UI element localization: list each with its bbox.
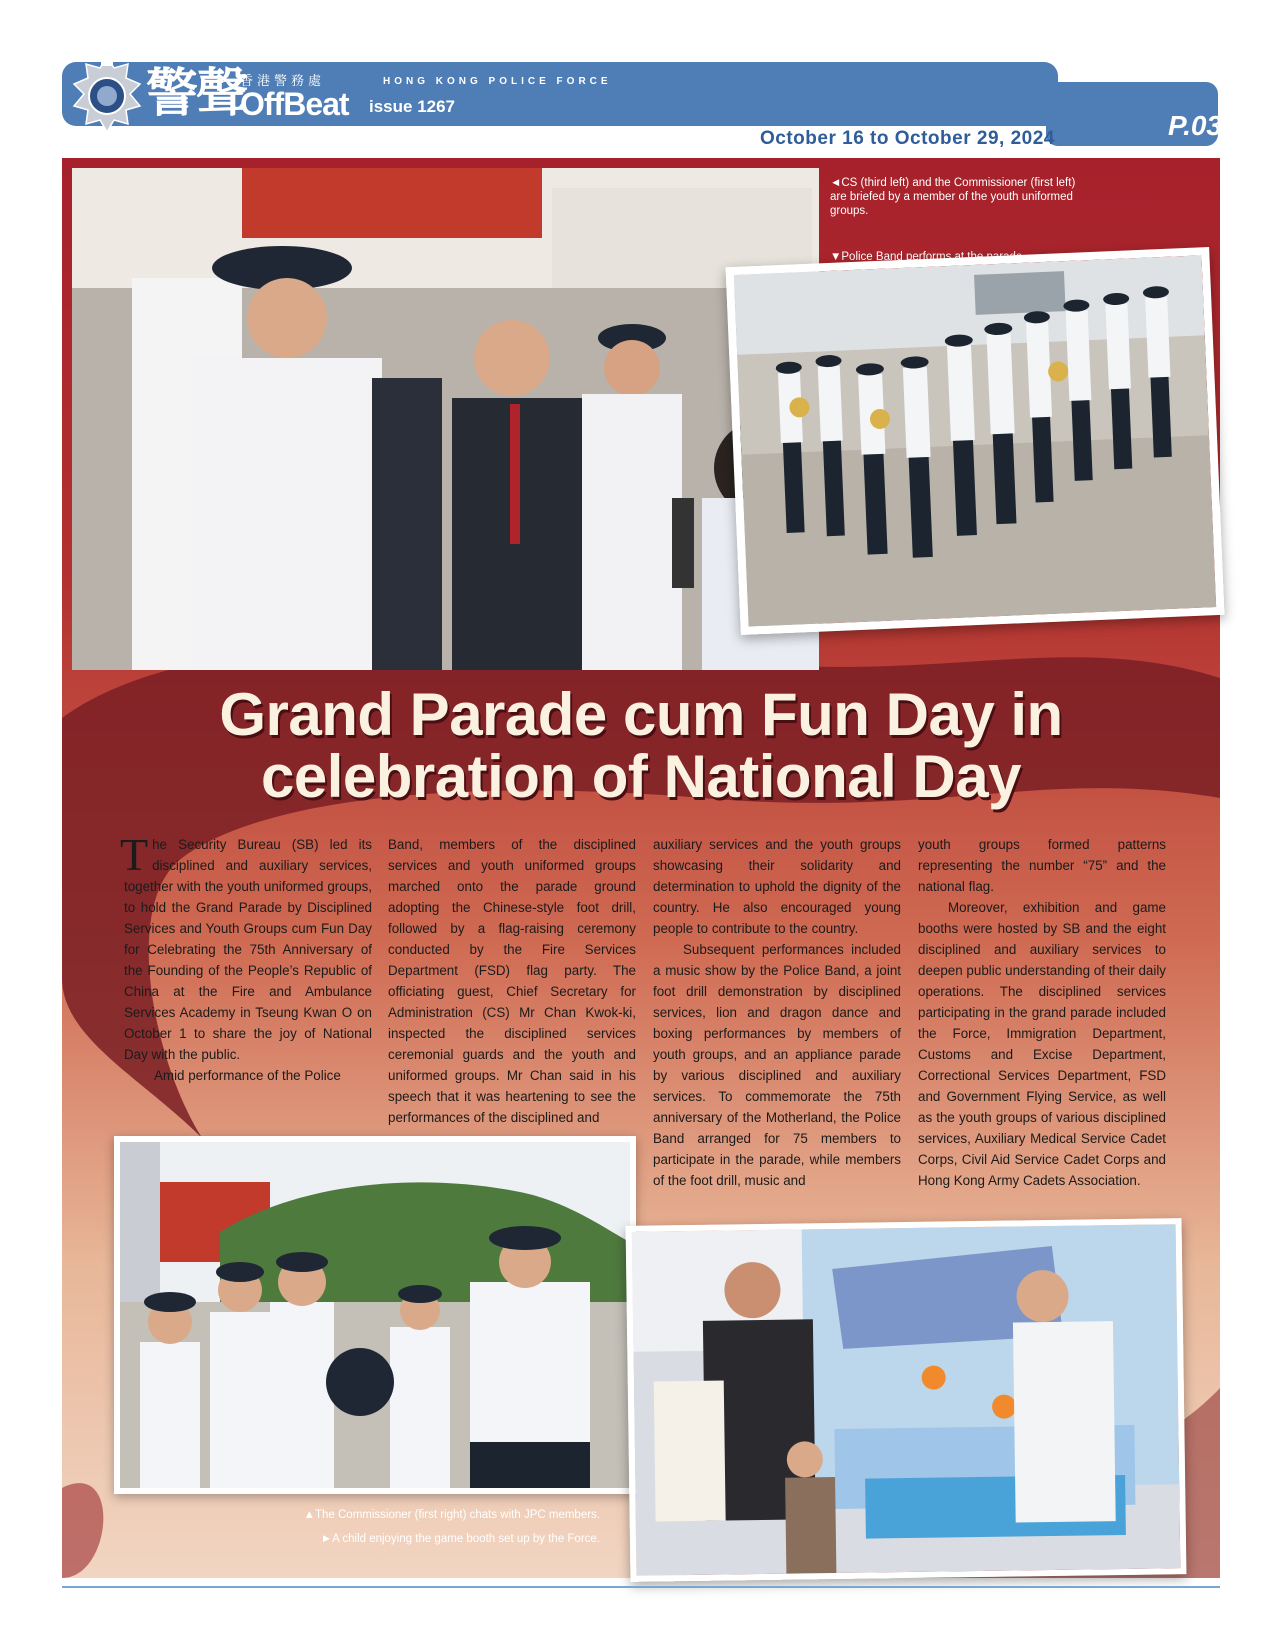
paragraph-text: he Security Bureau (SB) led its disciplined and auxiliary services, together with the youth uniformed groups, to hold the Grand Parade by Disciplined Services and Youth Groups cum Fun Day for Celebrating the 75th Anniversary of the Founding of the People’s Republic of China at the Fire and Ambulance Services Academy in Tseung Kwan O on October 1 to share the joy of National Day with the public. xyxy=(124,837,372,1062)
article-column-2 xyxy=(388,834,636,1128)
headline-line-2: celebration of National Day xyxy=(261,743,1021,810)
article-headline xyxy=(62,681,1220,810)
paragraph: Amid performance of the Police xyxy=(154,1068,341,1083)
paragraph: Subsequent performances included a music show by the Police Band, a joint foot drill demonstration by disciplined services, lion and dragon dance and boxing performances by members of youth groups, and an appliance parade by various disciplined and auxiliary services. To commemorate the 75th anniversary of the Motherland, the Police Band arranged for 75 members to participate in the parade, while members of the foot drill, music and xyxy=(653,942,901,1188)
paragraph: Band, members of the disciplined services and youth uniformed groups marched onto the parade ground adopting the Chinese-style foot drill, followed by a flag-raising ceremony conducted by the Fire Services Department (FSD) flag party. The officiating guest, Chief Secretary for Administration (CS) Mr Chan Kwok-ki, inspected the disciplined services ceremonial guards and the youth and uniformed groups. Mr Chan said in his speech that it was heartening to see the performances of the disciplined and xyxy=(388,837,636,1125)
paragraph: Moreover, exhibition and game booths were hosted by SB and the eight disciplined and auxiliary services to deepen public understanding of their daily operations. The disciplined services participating in the grand parade included the Force, Immigration Department, Customs and Excise Department, Correctional Services Department, FSD and Government Flying Service, as well as the youth groups of various disciplined services, Auxiliary Medical Service Cadet Corps, Civil Aid Service Cadet Corps and Hong Kong Army Cadets Association. xyxy=(918,900,1166,1188)
headline-line-1: Grand Parade cum Fun Day in xyxy=(219,681,1063,748)
paragraph: youth groups formed patterns representing the number “75” and the national flag. xyxy=(918,837,1166,894)
issue-number: issue 1267 xyxy=(369,97,456,116)
drop-cap: T xyxy=(120,829,149,880)
photo-commissioner-jpc xyxy=(114,1136,636,1494)
article-column-1 xyxy=(120,829,372,1086)
paragraph xyxy=(120,829,372,1065)
photo-game-booth xyxy=(626,1218,1187,1582)
caption-commissioner-jpc: ▲The Commissioner (first right) chats with JPC members. xyxy=(303,1509,600,1521)
photo-police-band xyxy=(726,247,1225,635)
masthead-chinese-title: 警聲 xyxy=(146,64,247,124)
page-number: P.03 xyxy=(1168,110,1222,141)
caption-officials-briefed: ◄CS (third left) and the Commissioner (first left) are briefed by a member of the youth uniformed groups. xyxy=(830,177,1076,217)
masthead-english-title: OffBeat xyxy=(240,86,349,122)
police-badge-icon xyxy=(68,54,146,134)
photo-officials-briefed xyxy=(72,168,819,670)
paragraph: auxiliary services and the youth groups showcasing their solidarity and determination to uphold the dignity of the country. He also encouraged young people to contribute to the country. xyxy=(653,837,901,936)
article-column-3 xyxy=(653,834,901,1191)
article-column-4 xyxy=(918,834,1166,1191)
force-name: HONG KONG POLICE FORCE xyxy=(383,76,612,87)
footer-divider xyxy=(62,1586,1220,1588)
caption-game-booth: ►A child enjoying the game booth set up by the Force. xyxy=(320,1533,600,1545)
caption-police-band: ▼Police Band performs at the parade. xyxy=(830,251,1026,263)
masthead-chinese-subtitle: 香港警務處 xyxy=(240,74,326,89)
issue-date-range: October 16 to October 29, 2024 xyxy=(760,128,1055,149)
